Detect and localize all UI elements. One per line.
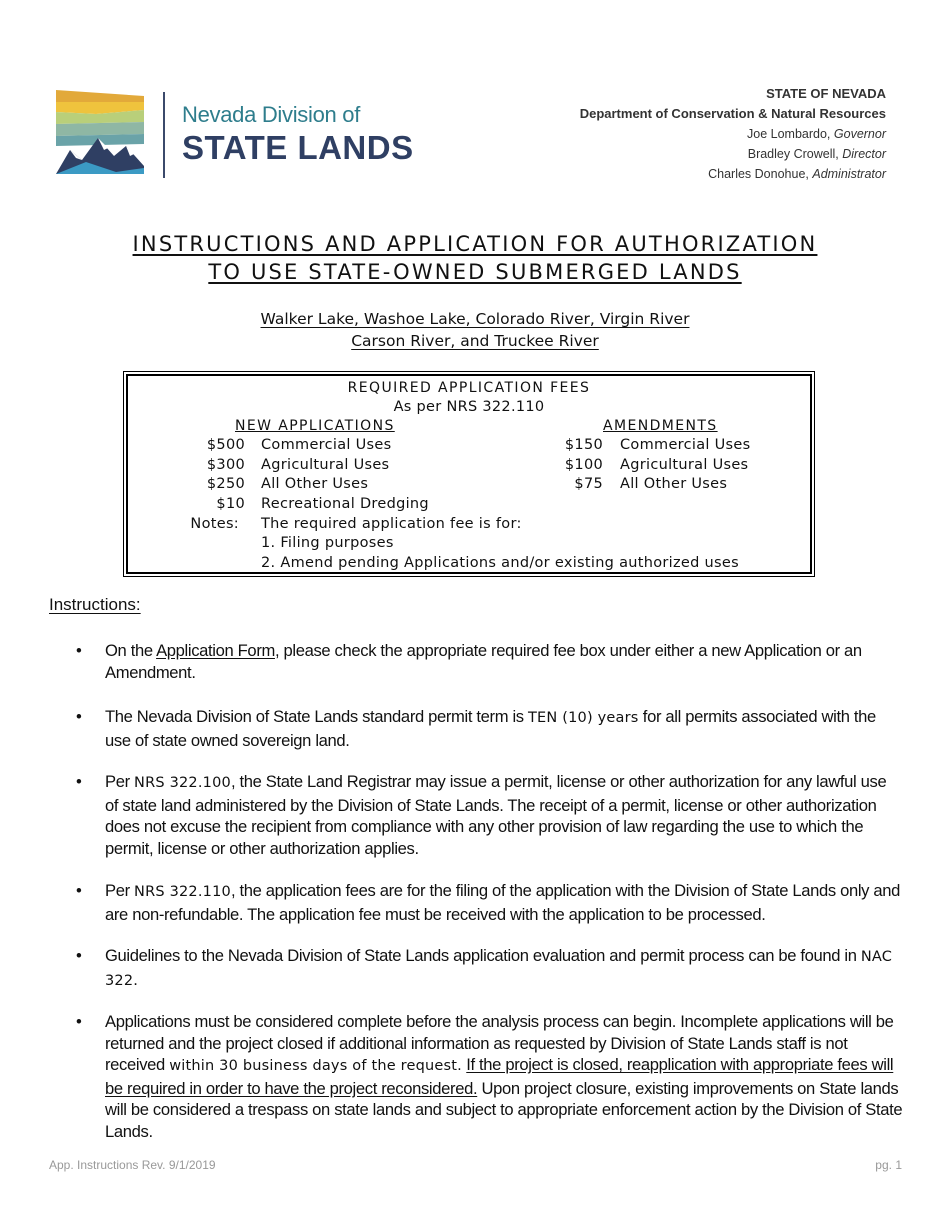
state-lands-logo-icon xyxy=(56,88,146,176)
governor-title: Governor xyxy=(833,127,886,141)
note-text: 2. Amend pending Applications and/or existing authorized uses xyxy=(261,555,739,571)
nac-reference: NAC 322 xyxy=(105,949,893,989)
bullet-icon: • xyxy=(76,707,82,726)
fee-label: Commercial Uses xyxy=(261,437,392,453)
fee-amount: $250 xyxy=(206,476,245,492)
amend-label: Commercial Uses xyxy=(620,437,751,453)
title-line-2: TO USE STATE-OWNED SUBMERGED LANDS xyxy=(208,260,742,284)
logo-divider xyxy=(163,92,165,178)
amend-amount: $75 xyxy=(574,476,603,492)
fee-amount: $10 xyxy=(216,496,245,512)
department-name: Department of Conservation & Natural Resources xyxy=(579,106,886,121)
title-line-1: INSTRUCTIONS AND APPLICATION FOR AUTHORIZATION xyxy=(132,232,818,256)
nrs-reference: NRS 322.110 xyxy=(134,884,231,900)
text-segment: Per xyxy=(105,881,135,900)
governor-line xyxy=(580,124,886,144)
text-segment: Applications must be considered complete before the analysis process can begin. Incomplete applications will be returned and the project closed if additional information as requested by Division of State Lands staff is not received xyxy=(105,1012,894,1074)
new-applications-heading: NEW APPLICATIONS xyxy=(235,418,395,434)
amend-amount: $100 xyxy=(564,457,603,473)
text-segment: Upon project closure, existing improvements on State lands will be considered a trespass on state lands and subject to appropriate enforcement action by the Division of State Lands. xyxy=(105,1078,903,1141)
application-form-link[interactable]: Application Form xyxy=(156,641,275,660)
text-segment: Guidelines to the Nevada Division of State Lands application evaluation and permit process can be found in xyxy=(105,946,861,965)
text-segment: , please check the appropriate required fee box under either a new Application or an Amendment. xyxy=(105,641,862,682)
bullet-icon: • xyxy=(76,946,82,965)
list-item-text xyxy=(105,1011,903,1142)
list-item-text xyxy=(105,880,903,925)
fee-amount: $300 xyxy=(206,457,245,473)
bullet-icon: • xyxy=(76,1012,82,1031)
amendments-heading: AMENDMENTS xyxy=(603,418,718,434)
list-item-text xyxy=(105,771,903,859)
fee-label: All Other Uses xyxy=(261,476,369,492)
list-item-text xyxy=(105,945,903,992)
nrs-reference: NRS 322.100 xyxy=(134,775,231,791)
document-title xyxy=(0,230,950,286)
fee-label: Recreational Dredging xyxy=(261,496,429,512)
text-segment: The Nevada Division of State Lands standard permit term is xyxy=(105,707,528,726)
note-text: The required application fee is for: xyxy=(261,516,522,532)
subtitle-line-1: Walker Lake, Washoe Lake, Colorado River, Virgin River xyxy=(260,310,690,328)
text-segment: . xyxy=(133,969,138,989)
bullet-icon: • xyxy=(76,641,82,660)
text-segment: , the State Land Registrar may issue a permit, license or other authorization for any lawful use of state land administered by the Division of State Lands. The receipt of a permit, license or other authorization does not excuse the recipient from compliance with any other provision of law regarding the use to which the permit, license or other authorization applies. xyxy=(105,772,887,858)
fees-box xyxy=(123,371,815,577)
text-segment: Per xyxy=(105,772,135,791)
fees-authority: As per NRS 322.110 xyxy=(393,399,545,415)
document-subtitle xyxy=(0,308,950,352)
text-segment: , the application fees are for the filing of the application with the Division of State Lands only and are non-refundable. The application fee must be received with the application to be processed. xyxy=(105,881,901,924)
fee-amount: $500 xyxy=(206,437,245,453)
agency-info xyxy=(580,84,886,184)
state-name: STATE OF NEVADA xyxy=(766,86,886,101)
bullet-icon: • xyxy=(76,881,82,900)
administrator-line xyxy=(580,164,886,184)
reapplication-notice: If the project is closed, reapplication with appropriate fees will be required in order to have the project reconsidered. xyxy=(105,1055,894,1098)
governor-name: Joe Lombardo, xyxy=(747,127,831,141)
list-item-text xyxy=(105,706,903,751)
amend-label: All Other Uses xyxy=(620,476,728,492)
director-name: Bradley Crowell, xyxy=(747,147,839,161)
text-segment: On the xyxy=(105,641,157,660)
notes-label: Notes: xyxy=(190,516,239,532)
amend-label: Agricultural Uses xyxy=(620,457,749,473)
revision-footer: App. Instructions Rev. 9/1/2019 xyxy=(49,1158,216,1172)
instructions-heading: Instructions: xyxy=(49,595,141,614)
director-line xyxy=(580,144,886,164)
administrator-title: Administrator xyxy=(812,167,886,181)
director-title: Director xyxy=(842,147,886,161)
fee-label: Agricultural Uses xyxy=(261,457,390,473)
page-number: pg. 1 xyxy=(875,1158,902,1172)
amend-amount: $150 xyxy=(564,437,603,453)
note-text: 1. Filing purposes xyxy=(261,535,394,551)
subtitle-line-2: Carson River, and Truckee River xyxy=(351,332,599,350)
fees-box-inner xyxy=(126,374,812,574)
list-item-text xyxy=(105,640,903,683)
logo-line-2: STATE LANDS xyxy=(182,129,414,166)
logo-line-1: Nevada Division of xyxy=(182,102,361,127)
deadline-text: within 30 business days of the request. xyxy=(169,1058,462,1074)
bullet-icon: • xyxy=(76,772,82,791)
fees-heading: REQUIRED APPLICATION FEES xyxy=(347,380,591,396)
logo-wordmark xyxy=(182,102,414,166)
text-segment: for all permits associated with the use of state owned sovereign land. xyxy=(105,707,876,750)
permit-term: TEN (10) years xyxy=(527,710,639,726)
administrator-name: Charles Donohue, xyxy=(708,167,809,181)
